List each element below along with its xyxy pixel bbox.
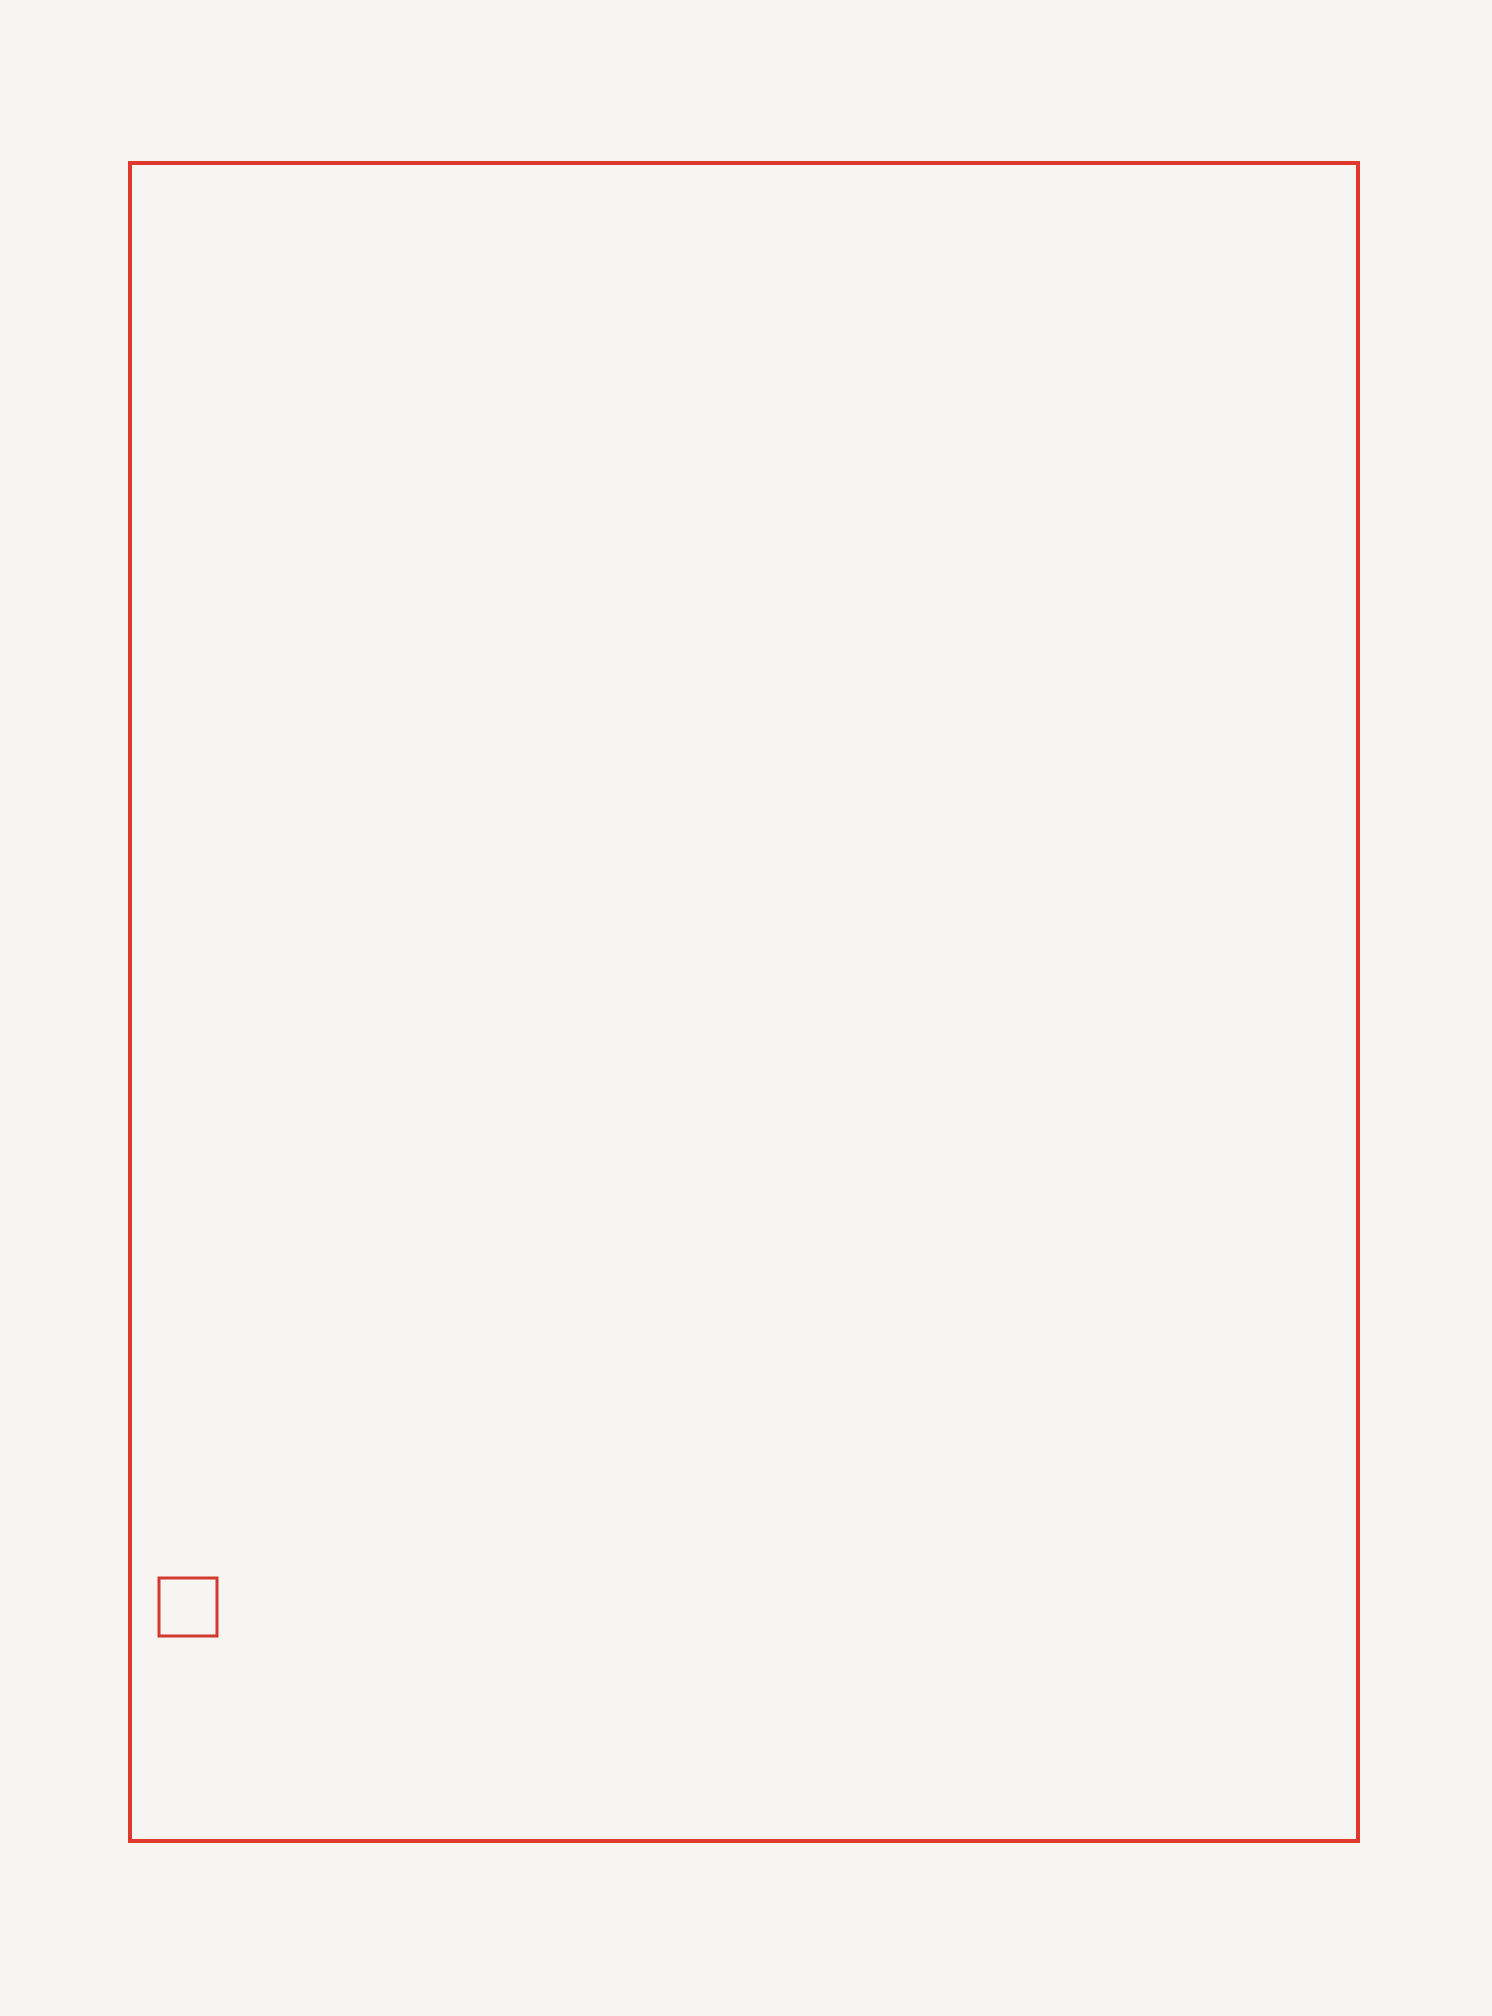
outer-frame	[130, 163, 1358, 1841]
seal-stamp	[159, 1578, 217, 1636]
